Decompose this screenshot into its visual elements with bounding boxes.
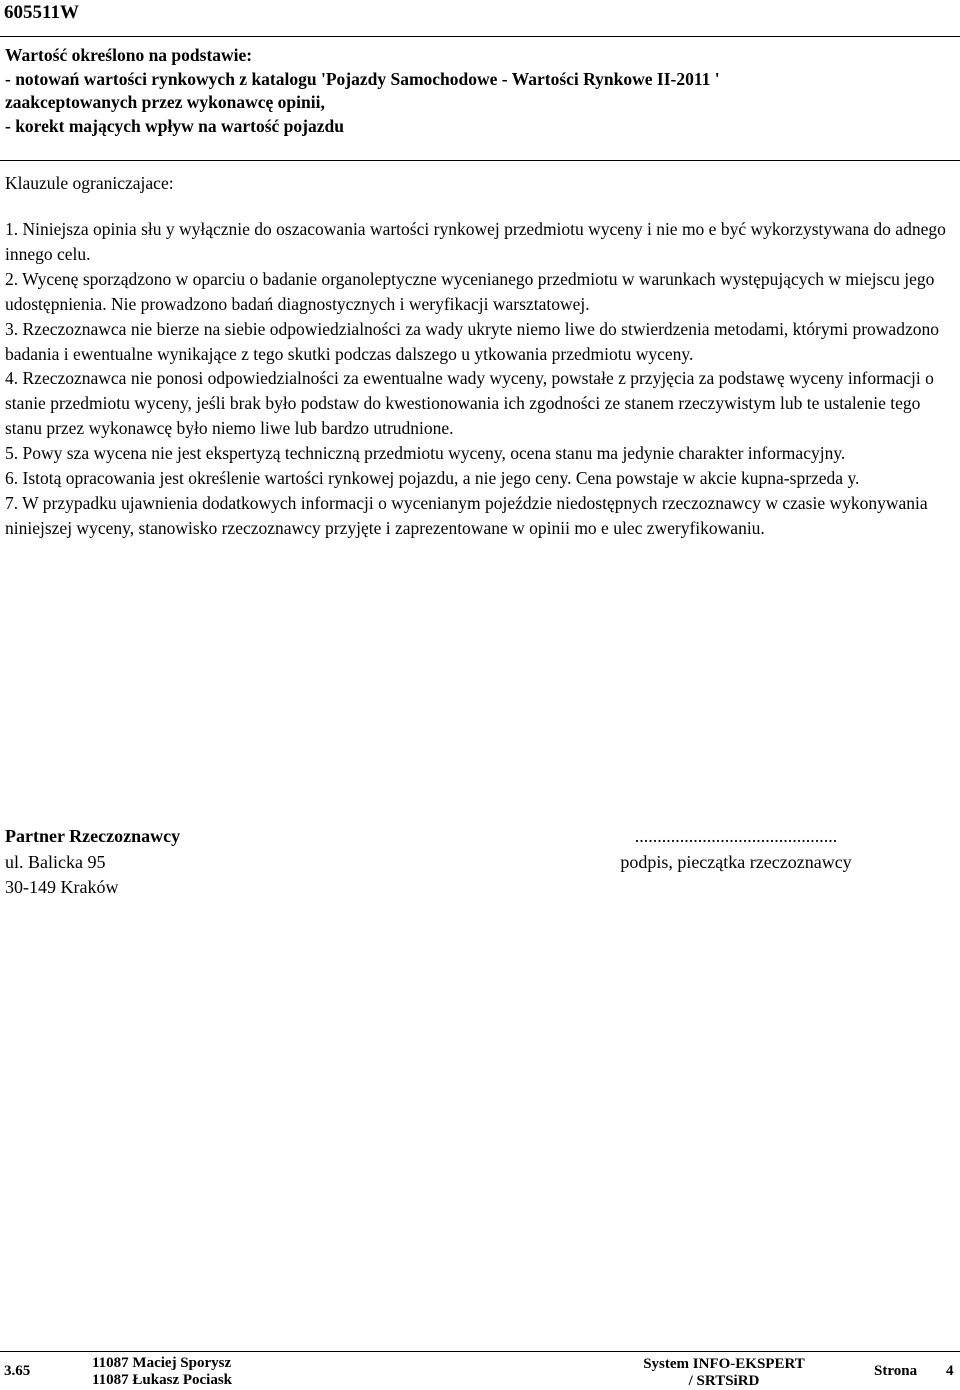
valuation-basis-section	[5, 44, 955, 138]
signature-block	[596, 824, 876, 875]
signature-label: podpis, pieczątka rzeczoznawcy	[620, 851, 852, 872]
footer-system-name: System INFO-EKSPERT	[643, 1356, 805, 1372]
footer-version: 3.65	[4, 1363, 31, 1379]
footer-author: 11087 Łukasz Pociask	[92, 1372, 233, 1388]
clause-item: 3. Rzeczoznawca nie bierze na siebie odpowiedzialności za wady ukryte niemo liwe do stwierdzenia metodami, którymi prowadzono badania i ewentualne wynikające z tego skutki podczas dalszego u ytkowania przedmiotu wyceny.	[5, 318, 939, 364]
page-footer	[0, 1352, 960, 1389]
footer-system	[640, 1356, 808, 1390]
partner-city: 30-149 Kraków	[5, 877, 119, 897]
footer-system-org: / SRTSiRD	[688, 1373, 760, 1389]
valuation-basis-line: - notowań wartości rynkowych z katalogu 'Pojazdy Samochodowe - Wartości Rynkowe II-2011 '	[5, 68, 720, 89]
valuation-basis-line: zaakceptowanych przez wykonawcę opinii,	[5, 92, 325, 112]
partner-name: Partner Rzeczoznawcy	[5, 826, 181, 846]
valuation-basis-line: - korekt mających wpływ na wartość pojazdu	[5, 115, 344, 136]
header-divider	[0, 36, 960, 37]
clauses-list	[5, 217, 955, 541]
section-divider	[0, 160, 960, 161]
partner-address-block	[5, 824, 180, 901]
clause-item: 1. Niniejsza opinia słu y wyłącznie do oszacowania wartości rynkowej przedmiotu wyceny i nie mo e być wykorzystywana do adnego innego celu.	[5, 219, 946, 264]
document-id: 605511W	[4, 2, 79, 23]
clauses-heading: Klauzule ograniczajace:	[5, 173, 174, 193]
clause-item: 7. W przypadku ujawnienia dodatkowych informacji o wycenianym pojeździe niedostępnych rzeczoznawcy w czasie wykonywania niniejszej wyceny, stanowisko rzeczoznawcy przyjęte i zaprezentowane w opinii mo e ulec zweryfikowaniu.	[5, 492, 928, 538]
signature-line: .............................................	[634, 826, 838, 846]
clause-item: 4. Rzeczoznawca nie ponosi odpowiedzialności za ewentualne wady wyceny, powstałe z przyjęcia za podstawę wyceny informacji o stanie przedmiotu wyceny, jeśli brak było podstaw do kwestionowania ich zgodności ze stanem rzeczywistym lub te ustalenie tego stanu przez wykonawcę było niemo liwe lub bardzo utrudnione.	[5, 368, 934, 439]
clause-item: 6. Istotą opracowania jest określenie wartości rynkowej pojazdu, a nie jego ceny. Cena powstaje w akcie kupna-sprzeda y.	[5, 468, 860, 489]
footer-page-number: 4	[946, 1363, 954, 1379]
footer-authors	[92, 1355, 232, 1389]
clause-item: 2. Wycenę sporządzono w oparciu o badanie organoleptyczne wycenianego przedmiotu w warunkach występujących w miejscu jego udostępnienia. Nie prowadzono badań diagnostycznych i weryfikacji warsztatowej.	[5, 268, 935, 314]
footer-author: 11087 Maciej Sporysz	[92, 1355, 232, 1371]
footer-page-label: Strona	[874, 1363, 918, 1379]
valuation-basis-title: Wartość określono na podstawie:	[5, 45, 253, 65]
partner-street: ul. Balicka 95	[5, 851, 106, 872]
clause-item: 5. Powy sza wycena nie jest ekspertyzą techniczną przedmiotu wyceny, ocena stanu ma jedynie charakter informacyjny.	[5, 443, 846, 464]
